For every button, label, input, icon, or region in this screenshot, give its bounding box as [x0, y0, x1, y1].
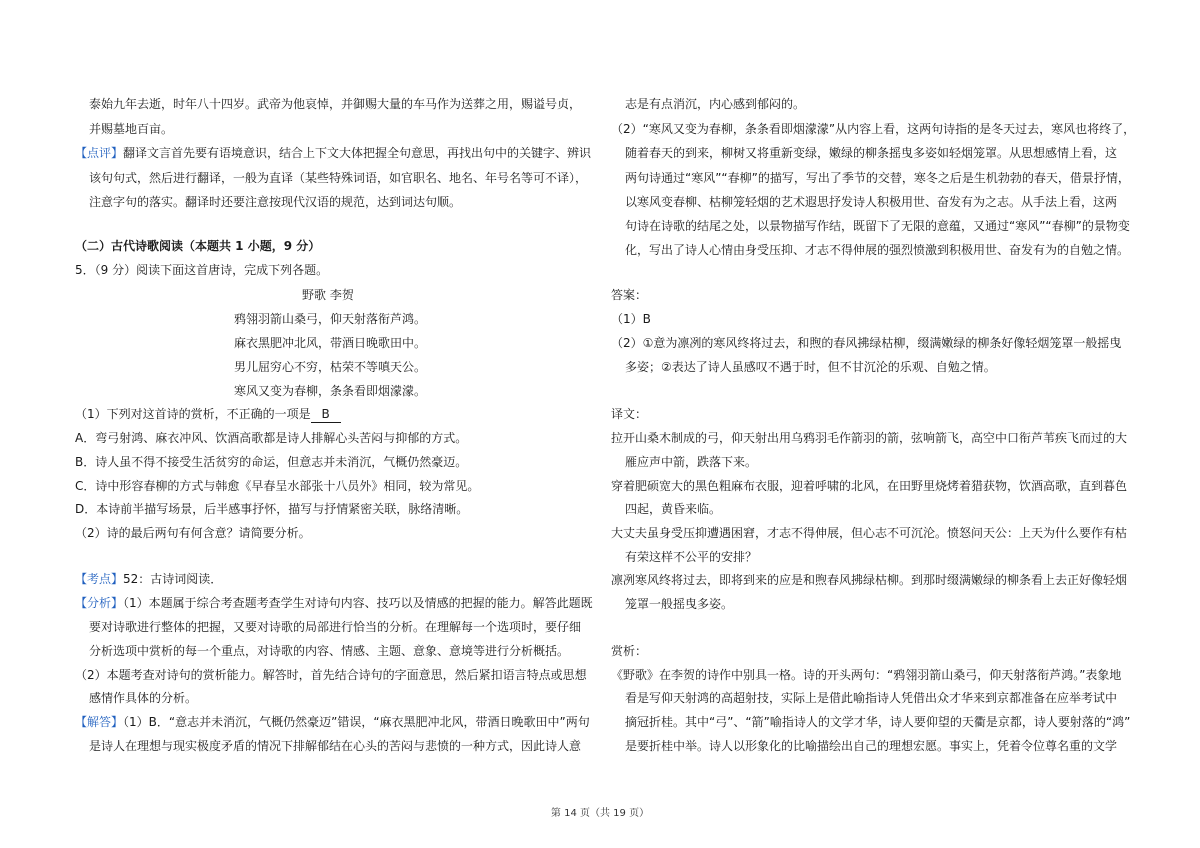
jieda-line: 随着春天的到来，柳树又将重新变绿，嫩绿的柳条摇曳多姿如轻烟笼罩。从思想感情上看，这: [625, 146, 1118, 160]
question-1-answer: B: [311, 406, 341, 423]
jieda-continuation: 志是有点消沉，内心感到郁闷的。: [625, 97, 806, 111]
dianping-tag: 【点评】: [75, 146, 124, 160]
jieda-line: 两句诗通过“寒风”“春柳”的描写，写出了季节的交替，寒冬之后是生机勃勃的春天，借景抒情，: [625, 171, 1130, 185]
question-2: （2）诗的最后两句有何含意？请简要分析。: [75, 526, 311, 540]
fenxi-text: （1）本题属于综合考查题考查学生对诗句内容、技巧以及情感的把握的能力。解答此题既: [123, 596, 593, 610]
answer-2-line: 多姿；②表达了诗人虽感叹不遇于时，但不甘沉沦的乐观、自勉之情。: [625, 360, 996, 374]
fenxi-line: 分析选项中赏析的每一个重点，对诗歌的内容、情感、主题、意象、意境等进行分析概括。: [89, 644, 570, 658]
answer-2: （2）①意为凛冽的寒风终将过去，和煦的春风拂绿枯柳，缀满嫩绿的柳条好像轻烟笼罩一般摇曳: [611, 336, 1122, 350]
option-b: B．诗人虽不得不接受生活贫穷的命运，但意志并未消沉，气概仍然豪迈。: [75, 455, 468, 469]
jieda-line: 是诗人在理想与现实极度矛盾的情况下排解郁结在心头的苦闷与悲愤的一种方式，因此诗人意: [89, 739, 582, 753]
poem-line: 麻衣黑肥冲北风，带酒日晚歌田中。: [234, 336, 427, 350]
continuation-line: 泰始九年去逝，时年八十四岁。武帝为他哀悼，并御赐大量的车马作为送葬之用，赐谥号贞，: [89, 97, 582, 111]
answer-label: 答案：: [611, 288, 648, 302]
jieda-line: 化，写出了诗人心情由身受压抑、才志不得伸展的强烈愤激到积极用世、奋发有为的自勉之情。: [625, 243, 1130, 257]
continuation-line: 并赐墓地百亩。: [89, 122, 174, 136]
dianping-paragraph: [75, 145, 591, 161]
fenxi-line: （2）本题考查对诗句的赏析能力。解答时，首先结合诗句的字面意思，然后紧扣语言特点或思想: [75, 668, 587, 682]
dianping-line: 注意字句的落实。翻译时还要注意按现代汉语的规范，达到词达句顺。: [89, 195, 462, 209]
fenxi-line: 要对诗歌进行整体的把握，又要对诗歌的局部进行恰当的分析。在理解每一个选项时，要仔细: [89, 620, 582, 634]
poem-line: 寒风又变为春柳，条条看即烟濛濛。: [234, 384, 427, 398]
appreciation-line: 看是写仰天射鸿的高超射技，实际上是借此喻指诗人凭借出众才华来到京都准备在应举考试中: [625, 691, 1118, 705]
appreciation-line: 《野歌》在李贺的诗作中别具一格。诗的开头两句：“鸦翎羽箭山桑弓，仰天射落衔芦鸿。”表象地: [611, 668, 1122, 682]
translation-line: 笼罩一般摇曳多姿。: [625, 597, 734, 611]
answer-1: （1）B: [611, 312, 651, 326]
kaodian-paragraph: [75, 571, 222, 587]
jieda-paragraph: [75, 714, 590, 730]
appreciation-label: 赏析：: [611, 644, 648, 658]
question-1-text: （1）下列对这首诗的赏析，不正确的一项是: [75, 407, 311, 421]
jieda-line: 句诗在诗歌的结尾之处，以景物描写作结，既留下了无限的意蕴，又通过“寒风”“春柳”的景物变: [625, 219, 1130, 233]
jieda-line: （2）“寒风又变为春柳，条条看即烟濛濛”从内容上看，这两句诗指的是冬天过去，寒风也将终了，: [611, 122, 1136, 136]
question-5: 5．（9 分）阅读下面这首唐诗，完成下列各题。: [75, 263, 329, 277]
dianping-line: 该句句式，然后进行翻译，一般为直译（某些特殊词语，如官职名、地名、年号名等可不译），: [89, 171, 588, 185]
jieda-tag: 【解答】: [75, 715, 124, 729]
poem-line: 男儿屈穷心不穷，枯荣不等嗔天公。: [234, 360, 427, 374]
appreciation-line: 摘冠折桂。其中“弓”、“箭”喻指诗人的文学才华，诗人要仰望的天衢是京都，诗人要射落的“鸿”: [625, 715, 1131, 729]
translation-line: 有荣这样不公平的安排？: [625, 550, 758, 564]
option-d: D．本诗前半描写场景，后半感事抒怀，描写与抒情紧密关联，脉络清晰。: [75, 502, 469, 516]
jieda-line: 以寒风变春柳、枯柳笼轻烟的艺术遐思抒发诗人积极用世、奋发有为之志。从手法上看，这两: [625, 195, 1118, 209]
translation-line: 四起，黄昏来临。: [625, 502, 722, 516]
jieda-text: （1）B．“意志并未消沉，气概仍然豪迈”错误，“麻衣黑肥冲北风，带酒日晚歌田中”两句: [123, 715, 590, 729]
section-title: （二）古代诗歌阅读（本题共 1 小题，9 分）: [75, 239, 321, 253]
fenxi-tag: 【分析】: [75, 596, 124, 610]
dianping-text: 翻译文言首先要有语境意识，结合上下文大体把握全句意思，再找出句中的关键字、辨识: [123, 146, 592, 160]
appreciation-line: 是要折桂中举。诗人以形象化的比喻描绘出自己的理想宏愿。事实上，凭着令位尊名重的文学: [625, 739, 1118, 753]
poem-title: 野歌 李贺: [302, 288, 354, 302]
kaodian-tag: 【考点】: [75, 572, 124, 586]
kaodian-text: 52：古诗词阅读．: [123, 572, 223, 586]
page-number: 第 14 页（共 19 页）: [550, 808, 650, 819]
fenxi-paragraph: [75, 595, 593, 611]
translation-label: 译文：: [611, 407, 648, 421]
option-c: C．诗中形容春柳的方式与韩愈《早春呈水部张十八员外》相同，较为常见。: [75, 479, 480, 493]
fenxi-line: 感情作具体的分析。: [89, 691, 198, 705]
translation-line: 大丈夫虽身受压抑遭遇困窘，才志不得伸展，但心志不可沉沦。愤怒问天公：上天为什么要作有枯: [611, 526, 1128, 540]
option-a: A．弯弓射鸿、麻衣冲风、饮酒高歌都是诗人排解心头苦闷与抑郁的方式。: [75, 431, 468, 445]
translation-line: 雁应声中箭，跌落下来。: [625, 455, 758, 469]
poem-line: 鸦翎羽箭山桑弓，仰天射落衔芦鸿。: [234, 312, 427, 326]
translation-line: 拉开山桑木制成的弓，仰天射出用乌鸦羽毛作箭羽的箭，弦响箭飞，高空中口衔芦苇疾飞而过的大: [611, 431, 1128, 445]
question-1: [75, 406, 341, 423]
translation-line: 穿着肥硕宽大的黑色粗麻布衣服，迎着呼啸的北风，在田野里烧烤着猎获物，饮酒高歌，直到暮色: [611, 479, 1128, 493]
translation-line: 凛冽寒风终将过去，即将到来的应是和煦春风拂绿枯柳。到那时缀满嫩绿的柳条看上去正好像轻烟: [611, 573, 1128, 587]
